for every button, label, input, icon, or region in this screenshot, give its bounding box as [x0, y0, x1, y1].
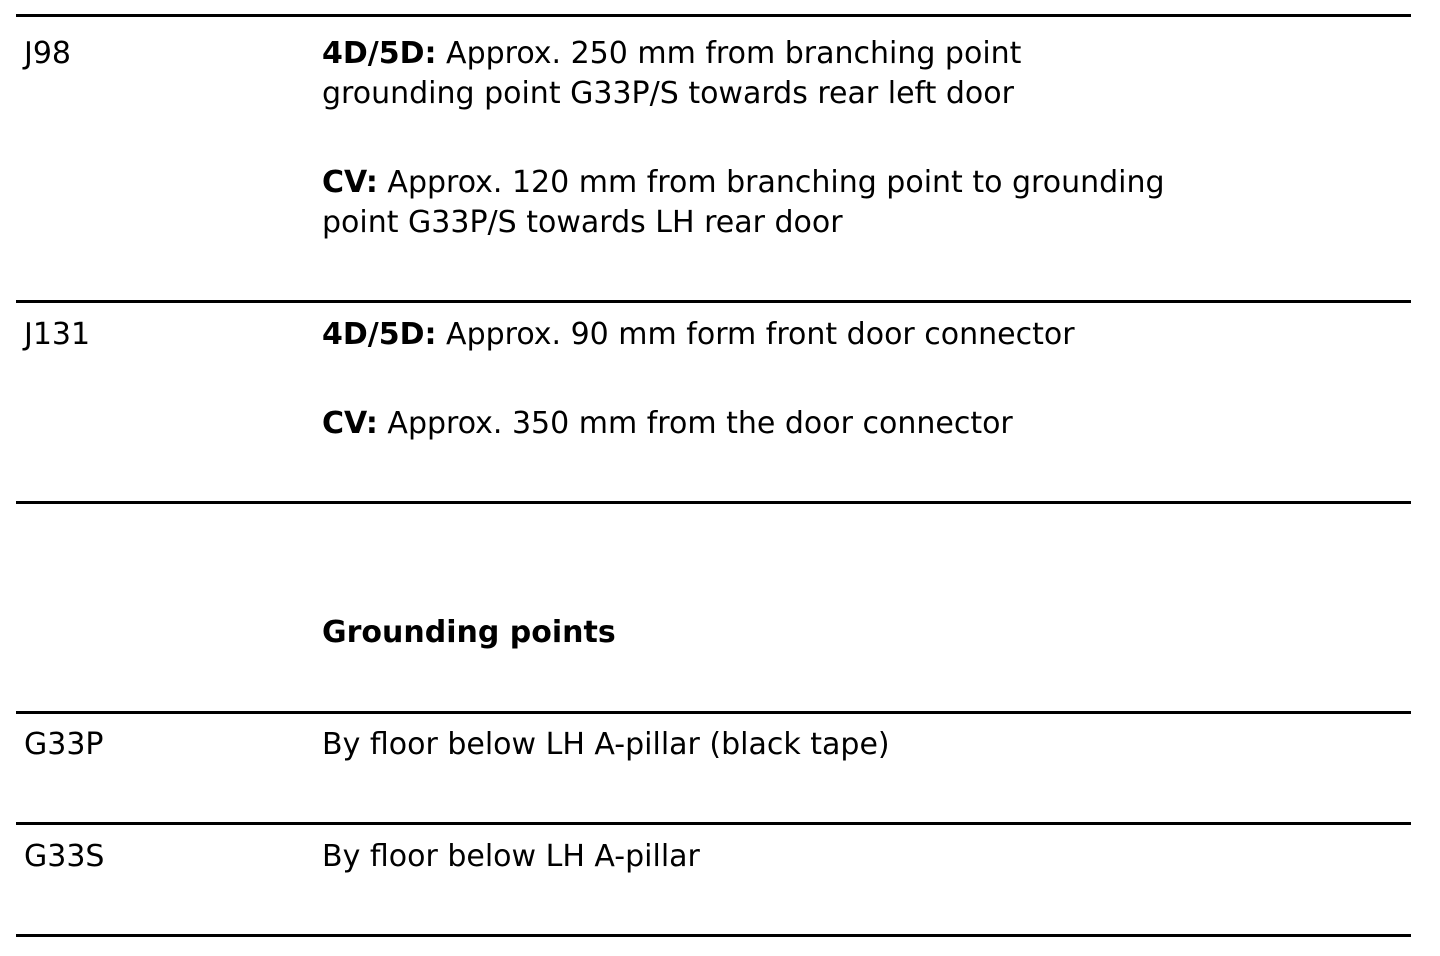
table-rule-j98-j131: [16, 300, 1411, 303]
section-heading-grounding-points: Grounding points: [322, 615, 616, 650]
row-code-j131: J131: [24, 317, 91, 352]
entry-text: Approx. 90 mm form front door connector: [436, 317, 1075, 352]
entry-label: CV:: [322, 165, 378, 200]
entry-label: 4D/5D:: [322, 317, 437, 352]
entry-line-1: [322, 163, 1165, 203]
entry-line-1: [322, 315, 1075, 355]
row-g33p-description: By floor below LH A-pillar (black tape): [322, 727, 890, 762]
entry-line-1: [322, 404, 1013, 444]
table-rule-top: [16, 14, 1411, 17]
entry-label: 4D/5D:: [322, 36, 437, 71]
entry-text: Approx. 120 mm from branching point to grounding: [377, 165, 1165, 200]
entry-line-2: grounding point G33P/S towards rear left door: [322, 76, 1014, 111]
table-rule-bottom: [16, 934, 1411, 937]
table-rule-j131-bottom: [16, 501, 1411, 504]
table-rule-grounding-top: [16, 711, 1411, 714]
row-g33s-description: By floor below LH A-pillar: [322, 839, 700, 874]
row-code-g33s: G33S: [24, 839, 105, 874]
entry-line-1: [322, 34, 1021, 74]
entry-line-2: point G33P/S towards LH rear door: [322, 205, 843, 240]
row-j131-entry-cv: [322, 404, 1013, 444]
row-j131-entry-4d5d: [322, 315, 1075, 355]
table-rule-g33p-g33s: [16, 822, 1411, 825]
row-j98-entry-cv: [322, 163, 1165, 243]
entry-text: Approx. 350 mm from the door connector: [377, 406, 1013, 441]
row-j98-entry-4d5d: [322, 34, 1021, 114]
entry-text: Approx. 250 mm from branching point: [436, 36, 1022, 71]
row-code-j98: J98: [24, 36, 72, 71]
entry-label: CV:: [322, 406, 378, 441]
row-code-g33p: G33P: [24, 727, 104, 762]
